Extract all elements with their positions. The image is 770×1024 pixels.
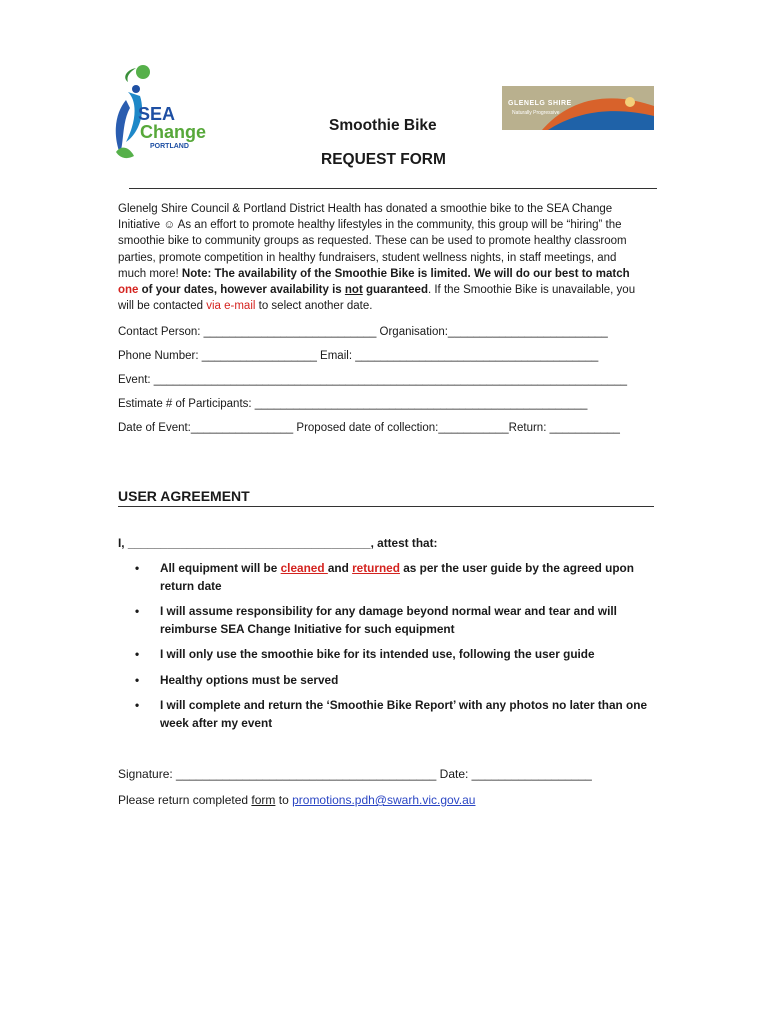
- page-subtitle: REQUEST FORM: [321, 151, 446, 168]
- list-item: [118, 603, 658, 638]
- list-item: [118, 646, 658, 664]
- return-instructions: [118, 793, 475, 807]
- attest-line[interactable]: I, _____________________________________, attest that:: [118, 536, 438, 550]
- bullet-text: All equipment will be: [160, 561, 281, 575]
- bullet-text: I will complete and return the ‘Smoothie Bike Report’ with any photos no later than one week after my event: [160, 698, 648, 730]
- logo-word-portland: PORTLAND: [150, 143, 189, 150]
- note-text-b: of your dates, however availability is: [138, 284, 345, 297]
- title-divider: [129, 188, 657, 189]
- intro-end: to select another date.: [255, 300, 373, 313]
- email-link[interactable]: promotions.pdh@swarh.vic.gov.au: [292, 793, 476, 807]
- glenelg-wave-icon: [502, 86, 654, 130]
- note-one: one: [118, 284, 139, 297]
- page-title: Smoothie Bike: [329, 117, 437, 134]
- glenelg-shire-logo: [502, 86, 654, 130]
- contact-person-field[interactable]: Contact Person: ___________________________ Organisation:_________________________: [118, 326, 608, 338]
- cleaned-word: cleaned: [280, 561, 328, 575]
- agreement-divider: [118, 506, 654, 507]
- return-to: to: [275, 793, 293, 807]
- bullet-text-post: as per the user guide by the agreed upon return date: [160, 561, 634, 593]
- bullet-text: I will assume responsibility for any damage beyond normal wear and tear and will reimburse SEA Change Initiative for such equipment: [160, 604, 617, 636]
- sea-change-logo: [108, 62, 223, 162]
- bullet-icon: •: [135, 698, 140, 712]
- list-item: [118, 697, 658, 732]
- bullet-icon: •: [135, 604, 140, 618]
- via-email: via e-mail: [206, 300, 256, 313]
- intro-text: Glenelg Shire Council & Portland District Health has donated a smoothie bike to the SEA Change Initiative ☺ As an effort to promote healthy lifestyles in the community, this group will be “hiring” the smoothie bike to community groups as requested. These can be used to promote healthy classroom parties, promote competition in healthy fundraisers, student wellness nights, in staff meetings, and much more!: [118, 203, 627, 280]
- signature-field[interactable]: Signature: _______________________________________ Date: __________________: [118, 767, 592, 781]
- logo-word-sea: SEA: [138, 104, 176, 124]
- list-item: [118, 672, 658, 690]
- event-field[interactable]: Event: __________________________________________________________________________: [118, 374, 628, 386]
- note-text-c: guaranteed: [362, 284, 428, 297]
- logo-word-change: Change: [140, 122, 207, 142]
- form-word: form: [251, 793, 276, 807]
- note-text-d: . If the Smoothie Bike is unavailable, you will be contacted: [118, 284, 636, 313]
- phone-email-field[interactable]: Phone Number: __________________ Email: ______________________________________: [118, 350, 599, 362]
- glenelg-tagline: Naturally Progressive: [512, 110, 560, 116]
- agreement-list: [118, 560, 658, 740]
- return-text: Please return completed: [118, 793, 252, 807]
- note-not: not: [344, 284, 363, 297]
- returned-word: returned: [352, 561, 400, 575]
- bullet-icon: •: [135, 647, 140, 661]
- intro-paragraph: [118, 201, 646, 314]
- dates-field[interactable]: Date of Event:________________ Proposed date of collection:___________Return: ___________: [118, 422, 620, 434]
- bullet-icon: •: [135, 561, 140, 575]
- bullet-text: Healthy options must be served: [160, 672, 339, 687]
- note-text-a: Note: The availability of the Smoothie Bike is limited. We will do our best to match: [181, 267, 630, 280]
- agreement-heading: USER AGREEMENT: [118, 488, 250, 504]
- bullet-icon: •: [135, 672, 140, 687]
- list-item: [118, 560, 658, 595]
- participants-field[interactable]: Estimate # of Participants: ____________________________________________________: [118, 398, 588, 410]
- glenelg-name: GLENELG SHIRE: [508, 100, 572, 107]
- bullet-text-mid: and: [327, 561, 353, 575]
- bullet-text: I will only use the smoothie bike for its intended use, following the user guide: [160, 647, 595, 661]
